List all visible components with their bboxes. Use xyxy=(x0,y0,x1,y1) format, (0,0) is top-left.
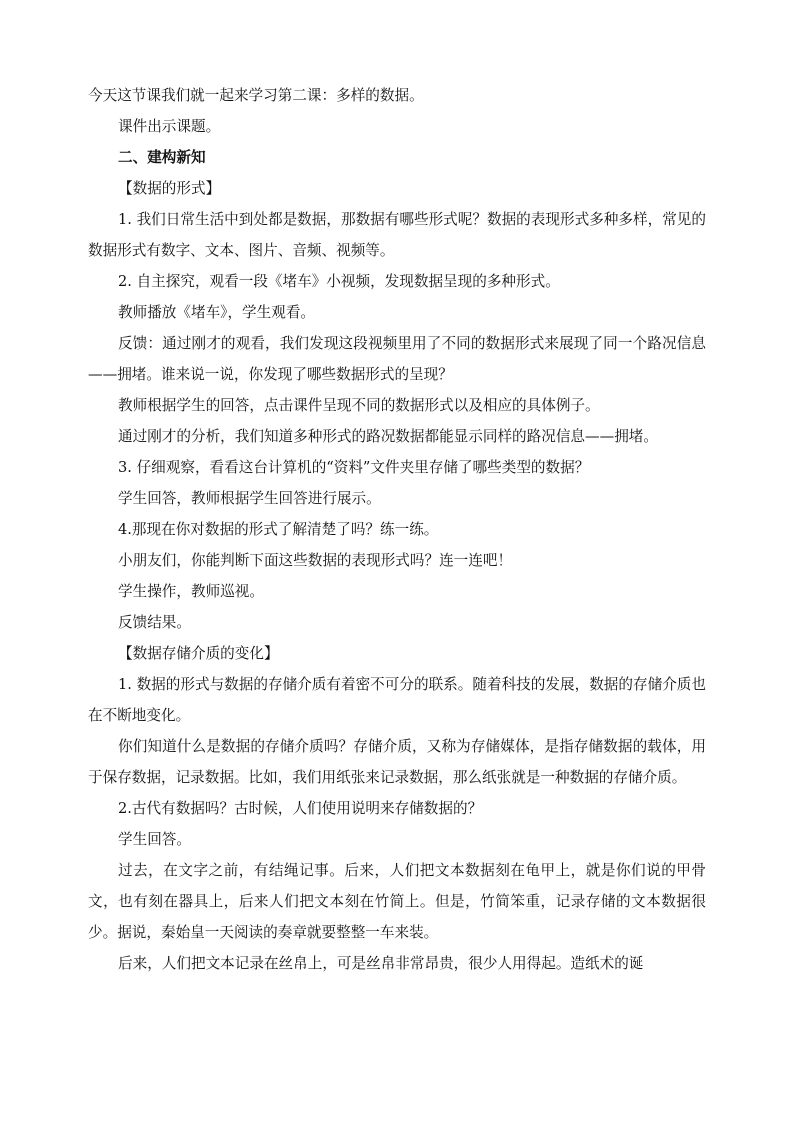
paragraph-item-4-practice: 4.那现在你对数据的形式了解清楚了吗？练一练。 xyxy=(118,521,439,538)
section-heading-build-knowledge: 二、建构新知 xyxy=(118,149,206,166)
paragraph-storage-item-1: 1. 数据的形式与数据的存储介质有着密不可分的联系。随着科技的发展，数据的存储介质也在不断地变化。 xyxy=(88,676,706,724)
paragraph-intro: 今天这节课我们就一起来学习第二课：多样的数据。 xyxy=(88,87,424,104)
paragraph-student-operation: 学生操作，教师巡视。 xyxy=(118,583,264,600)
paragraph-student-answer-display: 学生回答，教师根据学生回答进行展示。 xyxy=(118,490,381,507)
paragraph-analysis: 通过刚才的分析，我们知道多种形式的路况数据都能显示同样的路况信息——拥堵。 xyxy=(118,428,658,445)
paragraph-item-3-folder: 3. 仔细观察，看看这台计算机的“资料”文件夹里存储了哪些类型的数据？ xyxy=(118,459,590,476)
paragraph-storage-definition: 你们知道什么是数据的存储介质吗？存储介质，又称为存储媒体，是指存储数据的载体，用于保存数据，记录数据。比如，我们用纸张来记录数据，那么纸张就是一种数据的存储介质。 xyxy=(88,738,706,786)
document-body xyxy=(88,80,706,979)
paragraph-matching-prompt: 小朋友们，你能判断下面这些数据的表现形式吗？连一连吧！ xyxy=(118,552,513,569)
paragraph-student-answer: 学生回答。 xyxy=(118,831,191,848)
paragraph-show-title: 课件出示课题。 xyxy=(118,118,221,135)
subsection-heading-data-forms: 【数据的形式】 xyxy=(118,180,221,197)
subsection-heading-storage-media: 【数据存储介质的变化】 xyxy=(118,645,279,662)
paragraph-storage-item-2: 2.古代有数据吗？古时候，人们使用说明来存储数据的？ xyxy=(118,800,483,817)
paragraph-item-2-video: 2. 自主探究，观看一段《堵车》小视频，发现数据呈现的多种形式。 xyxy=(118,273,560,290)
paragraph-item-1-data-forms: 1. 我们日常生活中到处都是数据，那数据有哪些形式呢？数据的表现形式多种多样，常见的数据形式有数字、文本、图片、音频、视频等。 xyxy=(88,211,706,259)
paragraph-silk-paper: 后来，人们把文本记录在丝帛上，可是丝帛非常昂贵，很少人用得起。造纸术的诞 xyxy=(118,955,644,972)
paragraph-feedback: 反馈：通过刚才的观看，我们发现这段视频里用了不同的数据形式来展现了同一个路况信息——拥堵。谁来说一说，你发现了哪些数据形式的呈现？ xyxy=(88,335,706,383)
paragraph-teacher-answers: 教师根据学生的回答，点击课件呈现不同的数据形式以及相应的具体例子。 xyxy=(118,397,600,414)
paragraph-feedback-result: 反馈结果。 xyxy=(118,614,191,631)
paragraph-history: 过去，在文字之前，有结绳记事。后来，人们把文本数据刻在龟甲上，就是你们说的甲骨文，也有刻在器具上，后来人们把文本刻在竹简上。但是，竹简笨重，记录存储的文本数据很少。据说，秦始皇一天阅读的奏章就要整整一车来装。 xyxy=(88,862,706,941)
paragraph-teacher-plays-video: 教师播放《堵车》，学生观看。 xyxy=(118,304,316,321)
